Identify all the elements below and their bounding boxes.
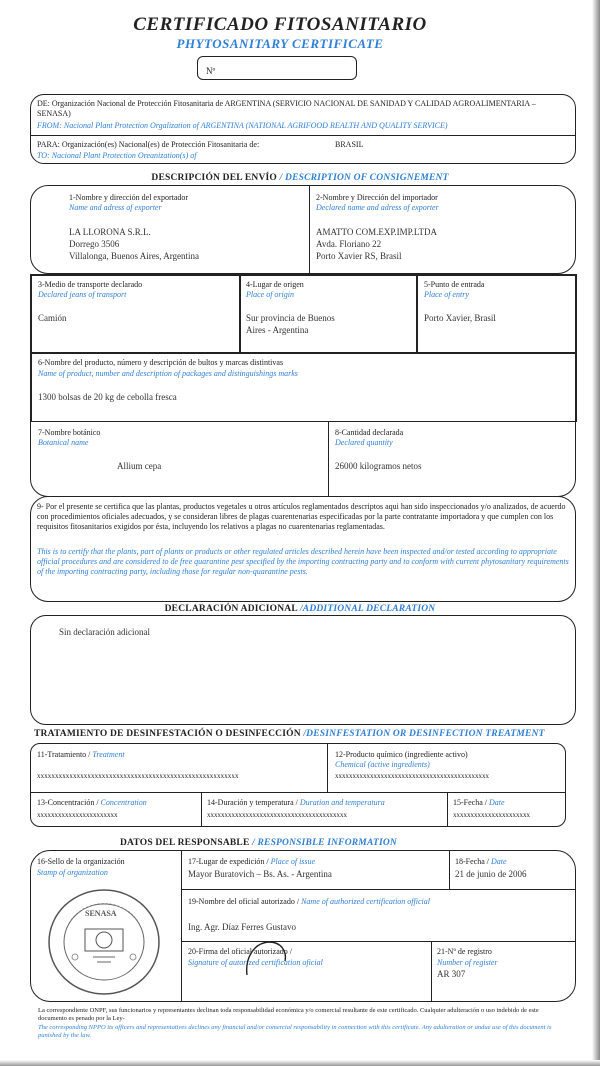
additional-declaration-value: Sin declaración adicional bbox=[59, 627, 150, 637]
section-heading-treatment: TRATAMIENTO DE DESINFESTACIÓN O DESINFECCIÓN /DESINFESTATION OR DESINFECTION TREATMENT bbox=[34, 729, 545, 739]
origin-place-line2: Aires - Argentina bbox=[246, 325, 309, 335]
page-shadow-right bbox=[592, 0, 600, 1066]
register-label: 21-Nº de registro bbox=[437, 947, 492, 956]
botanical-label-en: Botanical name bbox=[38, 438, 89, 447]
exporter-city: Villalonga, Buenos Aires, Argentina bbox=[69, 251, 200, 261]
certification-text-es: 9- Por el presente se certifica que las plantas, productos vegetales u otros artículos reglamentados descriptos aqui han sido inspeccionados y/o analizados, de acuerdo con procedimientos oficiales adecuados, y se consideran libres de plagas cuarentenarias especificadas por la parte contratante importadora y que cumplen con los requisitos fitosanitarios exigidos por ésta, incluyendo los relativos a plagas no cuarentenarias reglamentadas. bbox=[37, 502, 566, 531]
treatment-label: 11-Tratamiento / Treatment bbox=[37, 750, 125, 759]
chemical-value: xxxxxxxxxxxxxxxxxxxxxxxxxxxxxxxxxxxxxxxxxxxx bbox=[335, 772, 489, 780]
origin-place-line1: Sur provincia de Buenos bbox=[246, 313, 335, 323]
destination-country: BRASIL bbox=[335, 140, 364, 149]
concentration-label: 13-Concentración / Concentration bbox=[37, 798, 147, 807]
signature-label-en: Signature of autorized certification oficial bbox=[188, 958, 323, 967]
duration-label: 14-Duración y temperatura / Duration and temperatura bbox=[207, 798, 385, 807]
product-value: 1300 bolsas de 20 kg de cebolla fresca bbox=[38, 392, 177, 402]
quantity-value: 26000 kilogramos netos bbox=[335, 461, 422, 471]
exporter-label-en: Name and adress of exporter bbox=[69, 203, 162, 212]
section-heading-additional: DECLARACIÓN ADICIONAL /ADDITIONAL DECLARATION bbox=[164, 604, 436, 614]
certification-box bbox=[30, 496, 576, 602]
divider bbox=[31, 135, 575, 136]
origin-place-label-en: Place of origin bbox=[246, 290, 294, 299]
footer-disclaimer-en: The corresponding NPPO its officers and representatives declines any financial and/or comercial responsability in connection with this certificate. Any adulteration or andue use of this document is punished by the law. bbox=[38, 1024, 552, 1039]
issue-date-label: 18-Fecha / Date bbox=[455, 857, 507, 866]
place-label: 17-Lugar de expedición / Place of issue bbox=[188, 857, 316, 866]
stamp-label-en: Stamp of organization bbox=[37, 868, 108, 877]
stamp-label: 16-Sello de la organización bbox=[37, 857, 125, 866]
from-org-es: DE: Organización Nacional de Protección Fitosanitaria de ARGENTINA (SERVICIO NACIONAL DE SANIDAD Y CALIDAD AGROALIMENTARIA – SENASA) bbox=[37, 99, 536, 118]
quantity-label-en: Declared quantity bbox=[335, 438, 393, 447]
seal-text: SENASA bbox=[85, 909, 117, 918]
from-org-en: FROM: Nacional Plant Protection Orgalization of ARGENTINA (NATIONAL AGRIFOOD REALTH AND QUALITY SERVICE) bbox=[37, 121, 448, 130]
place-value: Mayor Buratovich – Bs. As. - Argentina bbox=[188, 869, 332, 879]
importer-city: Porto Xavier RS, Brasil bbox=[316, 251, 402, 261]
to-org-label-es: PARA: Organización(es) Nacional(es) de Protección Fitosanitaria de: bbox=[37, 140, 260, 149]
to-org-label-en: TO: Nacional Plant Protection Oreanization(s) of bbox=[37, 151, 197, 160]
signature-mark bbox=[241, 939, 291, 979]
treatment-value: xxxxxxxxxxxxxxxxxxxxxxxxxxxxxxxxxxxxxxxxxxxxxxxxxxxxxxxx bbox=[37, 772, 239, 780]
quantity-label: 8-Cantidad declarada bbox=[335, 428, 404, 437]
chemical-label-en: Chemical (active ingredients) bbox=[335, 760, 430, 769]
consignment-box bbox=[30, 185, 576, 274]
importer-name: AMATTO COM.EXP.IMP.LTDA bbox=[316, 227, 438, 237]
exporter-label: 1-Nombre y dirección del exportador bbox=[69, 193, 189, 202]
additional-declaration-box bbox=[30, 615, 576, 725]
issue-date-value: 21 de junio de 2006 bbox=[455, 869, 527, 879]
transport-label: 3-Medio de transporte declarado bbox=[38, 280, 143, 289]
certificate-title: CERTIFICADO FITOSANITARIO bbox=[133, 14, 427, 35]
exporter-name: LA LLORONA S.R.L. bbox=[69, 227, 151, 237]
origin-destination-box bbox=[30, 94, 576, 164]
register-label-en: Number of register bbox=[437, 958, 498, 967]
treatment-date-value: xxxxxxxxxxxxxxxxxxxxxx bbox=[453, 811, 530, 819]
register-value: AR 307 bbox=[437, 969, 466, 979]
importer-label: 2-Nombre y Dirección del importador bbox=[316, 193, 438, 202]
entry-point-label-en: Place of entry bbox=[424, 290, 469, 299]
botanical-value: Allium cepa bbox=[117, 461, 162, 471]
certification-text-en: This is to certify that the plants, part of plants or products or other regulated articles described herein have been inspected and/or tested according to appropriate official procedures and are considered to de free quarantine pest specified by the importing contracting party and to conform with current phytosanitary requirements of the importing contracting party, including those for regular non-quarantine pests. bbox=[37, 547, 569, 576]
section-heading-consignment: DESCRIPCIÓN DEL ENVÍO / DESCRIPTION OF CONSIGNEMENT bbox=[151, 173, 449, 183]
signature-label: 20-Firma del oficial autorizado / bbox=[188, 947, 292, 956]
botanical-label: 7-Nombre botánico bbox=[38, 428, 101, 437]
product-label-en: Name of product, number and description of packages and distinguishings marks bbox=[38, 369, 298, 378]
officer-name: Ing. Agr. Díaz Ferres Gustavo bbox=[188, 922, 296, 932]
responsible-box bbox=[30, 850, 576, 1002]
transport-label-en: Declared jeans of transport bbox=[38, 290, 127, 299]
botanical-quantity-box bbox=[30, 421, 576, 497]
chemical-label: 12-Producto químico (ingrediente activo) bbox=[335, 750, 468, 759]
importer-label-en: Declared name and adress of exporter bbox=[316, 203, 439, 212]
transport-value: Camión bbox=[38, 313, 67, 323]
certificate-number-field[interactable] bbox=[197, 56, 357, 80]
treatment-box bbox=[30, 743, 566, 827]
importer-street: Avda. Floriano 22 bbox=[316, 239, 382, 249]
certificate-subtitle: PHYTOSANITARY CERTIFICATE bbox=[176, 36, 384, 51]
duration-value: xxxxxxxxxxxxxxxxxxxxxxxxxxxxxxxxxxxxxxxx bbox=[207, 811, 347, 819]
entry-point-label: 5-Punto de entrada bbox=[424, 280, 485, 289]
concentration-value: xxxxxxxxxxxxxxxxxxxxxxx bbox=[37, 811, 118, 819]
treatment-date-label: 15-Fecha / Date bbox=[453, 798, 505, 807]
page-shadow-bottom bbox=[0, 1060, 600, 1066]
product-label: 6-Nombre del producto, número y descripción de bultos y marcas distintivas bbox=[38, 358, 284, 367]
section-heading-responsible: DATOS DEL RESPONSABLE / RESPONSIBLE INFORMATION bbox=[120, 838, 397, 848]
officer-label: 19-Nombre del oficial autorizado / Name of authorized certification official bbox=[188, 897, 430, 906]
certificate-number-label: Nº bbox=[206, 66, 216, 76]
organization-seal bbox=[45, 887, 163, 997]
footer-disclaimer-es: La correspondiente ONPF, sus funcionarios y representantes declinan toda responsabilidad económica y/o comercial resultante de este certificado. Cualquier adulteración o uso indebido de este documento es penado por la Ley- bbox=[38, 1007, 539, 1022]
entry-point-value: Porto Xavier, Brasil bbox=[424, 313, 496, 323]
origin-place-label: 4-Lugar de origen bbox=[246, 280, 304, 289]
exporter-street: Dorrego 3506 bbox=[69, 239, 120, 249]
